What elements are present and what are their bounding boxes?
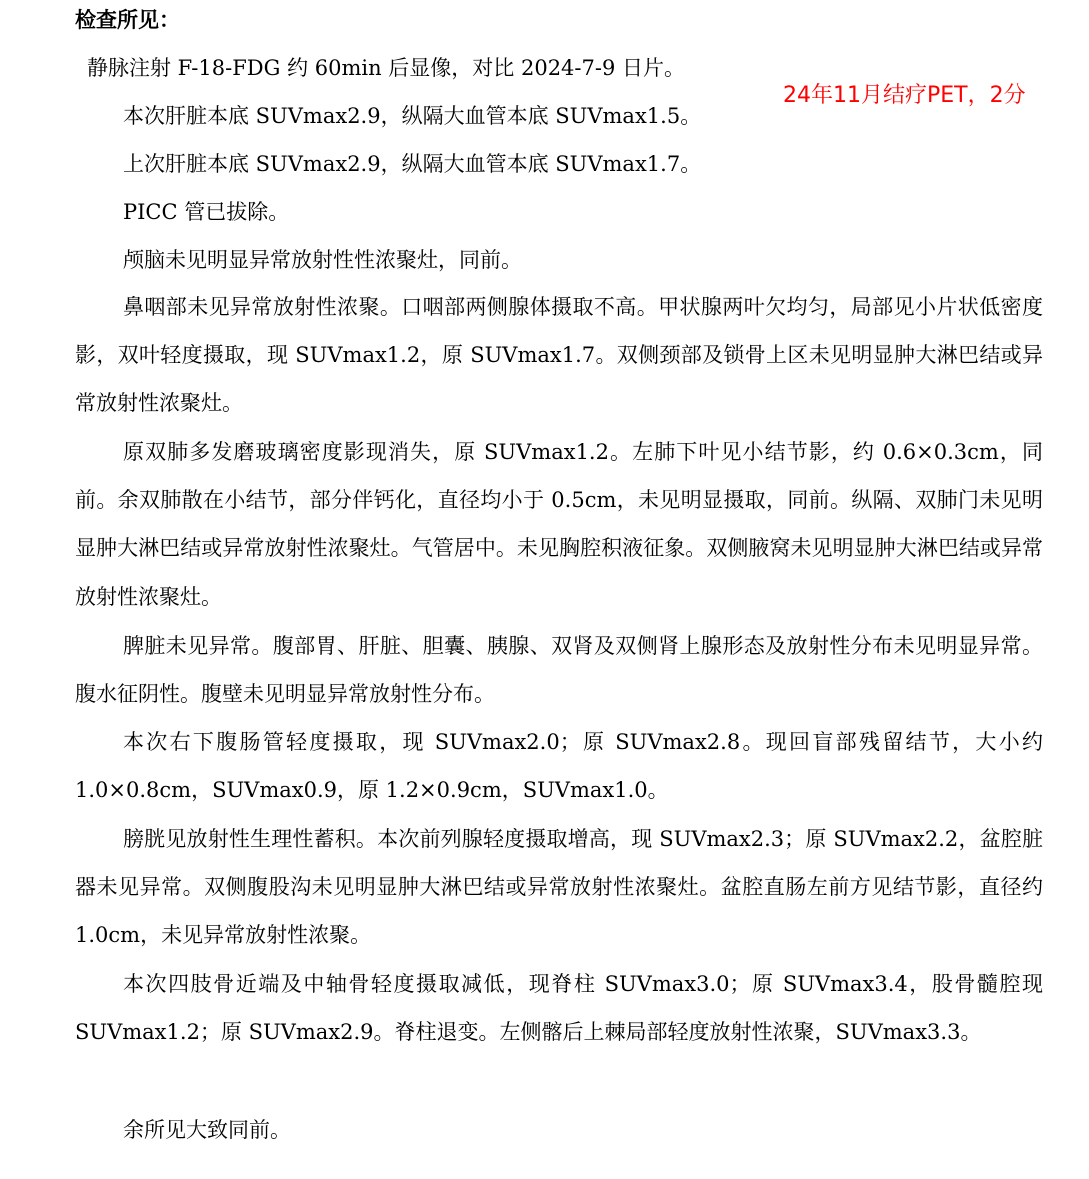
paragraph-previous-baseline: 上次肝脏本底 SUVmax2.9，纵隔大血管本底 SUVmax1.7。 (123, 152, 702, 176)
paragraph-chest: 原双肺多发磨玻璃密度影现消失，原 SUVmax1.2。左肺下叶见小结节影，约 0.6×0.3cm，同前。余双肺散在小结节，部分伴钙化，直径均小于 0.5cm，未见明显摄取，同前。纵隔、双肺门未见明显肿大淋巴结或异常放射性浓聚灶。气管居中。未见胸腔积液征象。双侧腋窝未见明显肿大淋巴结或异常放射性浓聚灶。 (75, 440, 1043, 609)
red-annotation-note: 24年11月结疗PET，2分 (783, 83, 1026, 108)
section-heading: 检查所见： (75, 8, 180, 32)
paragraph-current-baseline: 本次肝脏本底 SUVmax2.9，纵隔大血管本底 SUVmax1.5。 (123, 104, 702, 128)
paragraph-conclusion: 余所见大致同前。 (123, 1118, 291, 1142)
paragraph-pelvis: 膀胱见放射性生理性蓄积。本次前列腺轻度摄取增高，现 SUVmax2.3；原 SUVmax2.2，盆腔脏器未见异常。双侧腹股沟未见明显肿大淋巴结或异常放射性浓聚灶。盆腔直肠左前方见结节影，直径约 1.0cm，未见异常放射性浓聚。 (75, 827, 1043, 948)
paragraph-bone: 本次四肢骨近端及中轴骨轻度摄取减低，现脊柱 SUVmax3.0；原 SUVmax3.4，股骨髓腔现 SUVmax1.2；原 SUVmax2.9。脊柱退变。左侧髂后上棘局部轻度放射性浓聚，SUVmax3.3。 (75, 972, 1043, 1045)
paragraph-abdomen: 脾脏未见异常。腹部胃、肝脏、胆囊、胰腺、双肾及双侧肾上腺形态及放射性分布未见明显异常。腹水征阴性。腹壁未见明显异常放射性分布。 (75, 634, 1043, 707)
paragraph-head-neck: 鼻咽部未见异常放射性浓聚。口咽部两侧腺体摄取不高。甲状腺两叶欠均匀，局部见小片状低密度影，双叶轻度摄取，现 SUVmax1.2，原 SUVmax1.7。双侧颈部及锁骨上区未见明显肿大淋巴结或异常放射性浓聚灶。 (75, 295, 1043, 416)
paragraph-picc: PICC 管已拔除。 (123, 200, 290, 224)
paragraph-injection: 静脉注射 F-18-FDG 约 60min 后显像，对比 2024-7-9 日片。 (87, 56, 686, 80)
paragraph-brain: 颅脑未见明显异常放射性性浓聚灶，同前。 (123, 248, 522, 272)
paragraph-intestine: 本次右下腹肠管轻度摄取，现 SUVmax2.0；原 SUVmax2.8。现回盲部残留结节，大小约 1.0×0.8cm，SUVmax0.9，原 1.2×0.9cm，SUVmax1.0。 (75, 730, 1043, 803)
